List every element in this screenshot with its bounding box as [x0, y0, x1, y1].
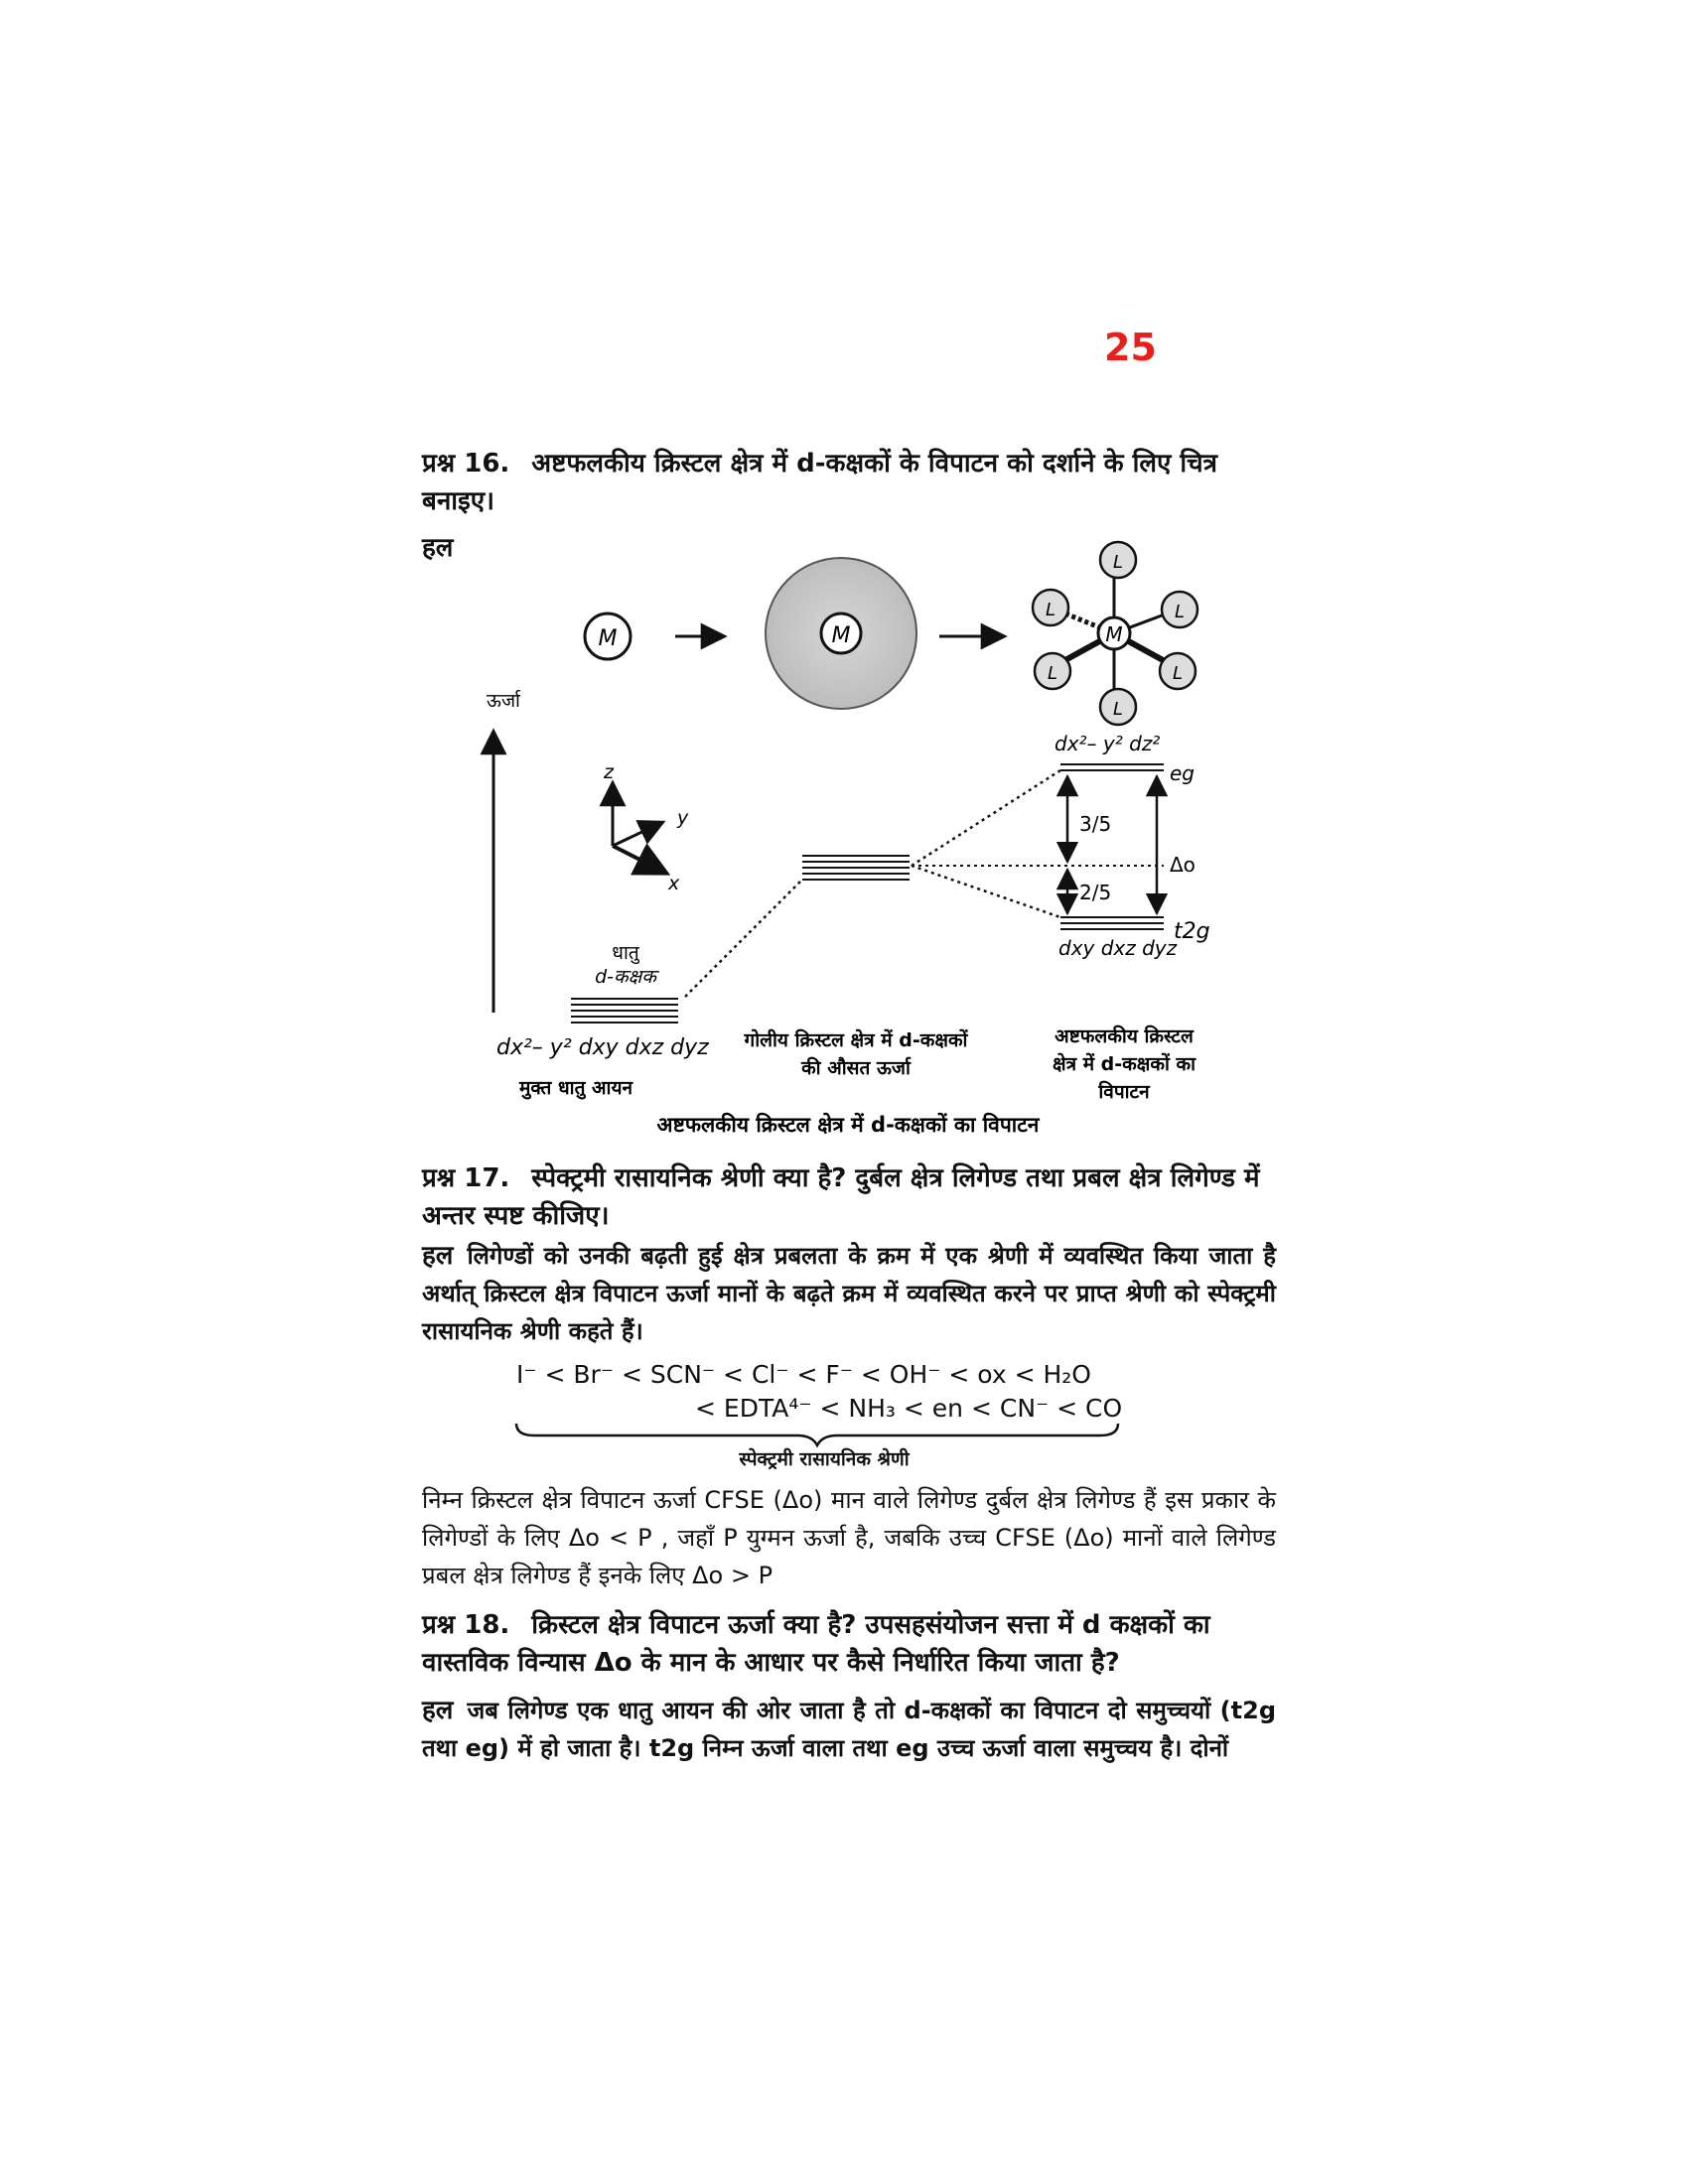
question-16-answer-label: हल	[422, 533, 454, 563]
energy-label: ऊर्जा	[487, 690, 520, 712]
coordinate-axes	[603, 761, 689, 894]
question-17-answer	[422, 1237, 1276, 1350]
question-18-text: क्रिस्टल क्षेत्र विपाटन ऊर्जा क्या है? उपसहसंयोजन सत्ता में d कक्षकों का वास्तविक विन्यास Δo के मान के आधार पर कैसे निर्धारित किया जाता है?	[422, 1610, 1210, 1678]
axis-z-label: z	[604, 761, 614, 783]
series-line-2: < EDTA⁴⁻ < NH₃ < en < CN⁻ < CO	[695, 1394, 1123, 1423]
answer-17-text: लिगेण्डों को उनकी बढ़ती हुई क्षेत्र प्रबलता के क्रम में एक श्रेणी में व्यवस्थित किया जाता है अर्थात् क्रिस्टल क्षेत्र विपाटन ऊर्जा मानों के बढ़ते क्रम में व्यवस्थित करने पर प्राप्त श्रेणी को स्पेक्ट्रमी रासायनिक श्रेणी कहते हैं।	[422, 1242, 1276, 1345]
metal-label-3: M	[1105, 622, 1123, 646]
series-line-1: I⁻ < Br⁻ < SCN⁻ < Cl⁻ < F⁻ < OH⁻ < ox < H₂O	[516, 1360, 1091, 1389]
t2g-label: t2g	[1174, 919, 1210, 944]
series-brace	[514, 1422, 1120, 1447]
metal-label-2: M	[831, 623, 851, 648]
question-18-label: प्रश्न 18.	[422, 1610, 510, 1640]
two-fifths-label: 2/5	[1079, 881, 1112, 904]
free-ion-orbital-lines	[571, 999, 678, 1023]
ligand-lower-right	[1160, 653, 1196, 689]
metal-d-label-1: धातु	[612, 942, 639, 964]
ligand-bottom	[1100, 689, 1136, 725]
ligand-upper-left	[1033, 590, 1068, 625]
answer-17-label: हल	[422, 1241, 454, 1271]
question-17	[422, 1160, 1276, 1235]
free-metal-ion	[585, 614, 631, 659]
question-17-text: स्पेक्ट्रमी रासायनिक श्रेणी क्या है? दुर्बल क्षेत्र लिगेण्ड तथा प्रबल क्षेत्र लिगेण्ड में अन्तर स्पष्ट कीजिए।	[422, 1163, 1260, 1231]
answer-18-text: जब लिगेण्ड एक धातु आयन की ओर जाता है तो d-कक्षकों का विपाटन दो समुच्चयों (t2g तथा eg) में हो जाता है। t2g निम्न ऊर्जा वाला तथा eg उच्च ऊर्जा वाला समुच्चय है। दोनों	[422, 1697, 1276, 1762]
octahedral-complex	[1033, 542, 1197, 725]
octahedral-caption-1: अष्टफलकीय क्रिस्टल	[1055, 1025, 1194, 1047]
svg-text:L: L	[1045, 600, 1056, 620]
ligand-top	[1100, 542, 1136, 578]
question-17-para-2: निम्न क्रिस्टल क्षेत्र विपाटन ऊर्जा CFSE (Δo) मान वाले लिगेण्ड दुर्बल क्षेत्र लिगेण्ड हैं इस प्रकार के लिगेण्डों के लिए Δo < P , जहाँ P युग्मन ऊर्जा है, जबकि उच्च CFSE (Δo) मानों वाले लिगेण्ड प्रबल क्षेत्र लिगेण्ड हैं इनके लिए Δo > P	[422, 1486, 1276, 1589]
question-17-label: प्रश्न 17.	[422, 1163, 510, 1193]
question-18	[422, 1606, 1276, 1682]
question-18-answer	[422, 1692, 1276, 1767]
ligand-upper-right	[1162, 592, 1197, 627]
free-ion-caption: मुक्त धातु आयन	[518, 1077, 633, 1099]
octahedral-caption-3: विपाटन	[1098, 1081, 1150, 1103]
delta-o-label: Δo	[1170, 853, 1196, 877]
answer-18-label: हल	[422, 1696, 454, 1725]
eg-orbital-lines	[1060, 764, 1164, 770]
spherical-caption-2: की औसत ऊर्जा	[801, 1057, 911, 1079]
question-16-label: प्रश्न 16.	[422, 449, 510, 478]
figure-title: अष्टफलकीय क्रिस्टल क्षेत्र में d-कक्षकों का विपाटन	[656, 1113, 1040, 1137]
question-16-text: अष्टफलकीय क्रिस्टल क्षेत्र में d-कक्षकों के विपाटन को दर्शाने के लिए चित्र बनाइए।	[422, 449, 1218, 516]
axis-y-label: y	[677, 807, 689, 829]
svg-text:L: L	[1047, 663, 1058, 684]
spherical-field	[766, 558, 916, 709]
series-caption: स्पेक्ट्रमी रासायनिक श्रेणी	[739, 1448, 910, 1470]
spectrochemical-series	[516, 1358, 1132, 1426]
free-ion-orbitals-label: dx²– y² dxy dxz dyz	[496, 1035, 709, 1060]
svg-text:L: L	[1112, 552, 1124, 573]
t2g-orbital-lines	[1060, 917, 1164, 929]
metal-label: M	[598, 626, 618, 651]
page-number: 25	[1104, 326, 1157, 369]
t2g-orbitals-label: dxy dxz dyz	[1058, 936, 1178, 960]
spherical-caption-1: गोलीय क्रिस्टल क्षेत्र में d-कक्षकों	[744, 1029, 968, 1051]
metal-d-label-2: d-कक्षक	[595, 966, 656, 988]
spherical-orbital-lines	[802, 856, 910, 880]
svg-text:L: L	[1112, 699, 1124, 720]
svg-text:L: L	[1172, 663, 1184, 684]
eg-label: eg	[1170, 761, 1195, 785]
octahedral-caption-2: क्षेत्र में d-कक्षकों का	[1052, 1053, 1196, 1075]
axis-x-label: x	[668, 873, 680, 894]
three-fifths-label: 3/5	[1079, 812, 1112, 836]
eg-orbitals-label: dx²– y² dz²	[1055, 732, 1161, 755]
dotted-connector-1	[685, 880, 802, 997]
svg-text:L: L	[1174, 602, 1186, 622]
dotted-connector-3	[912, 866, 1060, 917]
dotted-connector-2	[912, 770, 1060, 866]
ligand-lower-left	[1035, 653, 1070, 689]
